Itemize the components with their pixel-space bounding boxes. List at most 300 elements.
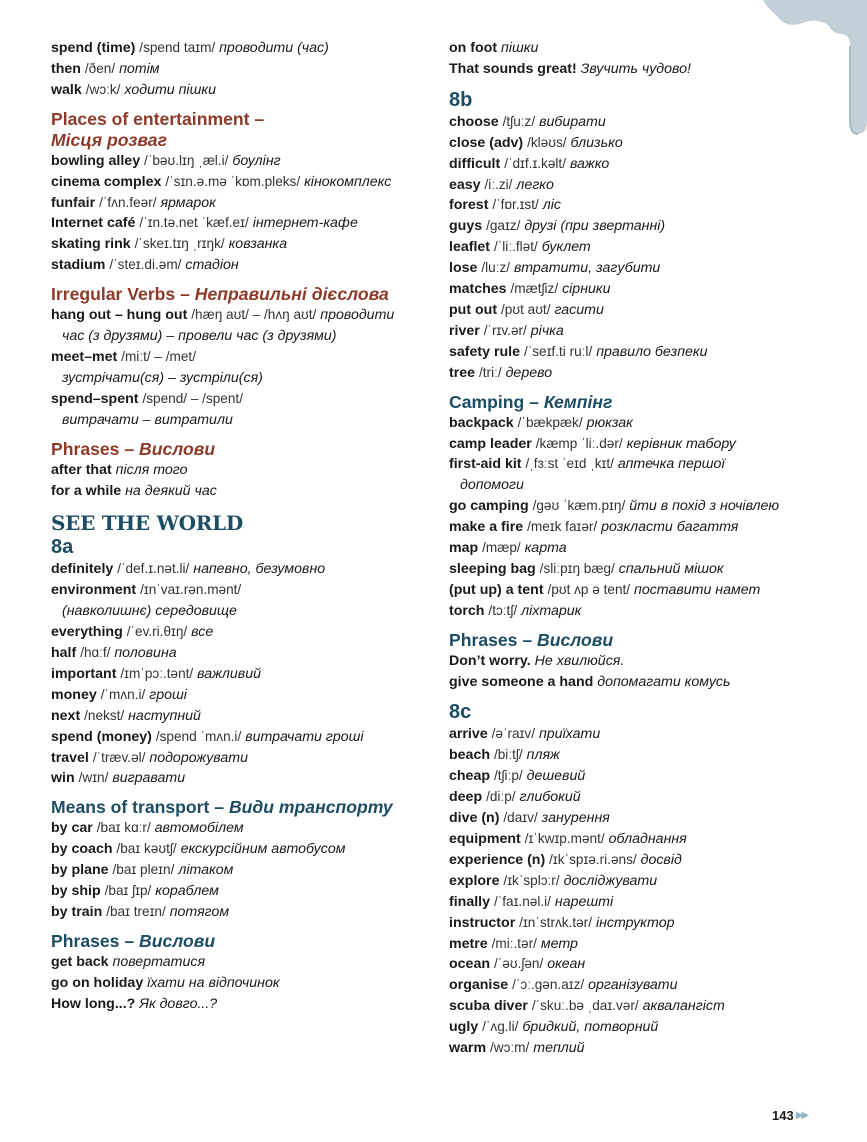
vocab-entry (449, 175, 849, 196)
vocab-phonetic: /meɪk faɪər/ (527, 519, 598, 535)
vocab-translation: поставити намет (634, 581, 761, 598)
vocab-translation-cont: час (з друзями) – провели час (з друзями) (62, 328, 337, 345)
vocab-translation: ходити пішки (124, 81, 216, 98)
vocab-entry (51, 706, 441, 727)
vocab-translation: інтернет-кафе (252, 215, 358, 232)
vocab-entry (449, 279, 849, 300)
vocab-phonetic: /ɡaɪz/ (486, 218, 521, 234)
vocab-phonetic: /ɪkˈsplɔːr/ (503, 872, 560, 888)
vocab-phonetic: /hæŋ aʊt/ – /hʌŋ aʊt/ (191, 307, 317, 323)
vocab-entry (51, 860, 441, 881)
vocab-word: give someone a hand (449, 673, 594, 690)
vocab-translation: сірники (562, 281, 611, 298)
vocab-entry (449, 216, 849, 237)
vocab-entry (449, 787, 849, 808)
vocab-phonetic: /ˈskeɪ.tɪŋ ˌrɪŋk/ (134, 236, 225, 252)
vocab-word: deep (449, 789, 483, 806)
vocab-phonetic: /ˈbækpæk/ (517, 414, 583, 430)
vocab-translation: керівник табору (626, 435, 736, 452)
vocab-word: leaflet (449, 239, 491, 256)
vocab-translation: дешевий (526, 768, 586, 785)
vocab-phonetic: /ˈskuː.bə ˌdaɪ.vər/ (531, 998, 639, 1014)
vocab-entry (51, 347, 441, 389)
vocab-phonetic: /nekst/ (84, 707, 125, 723)
heading-text-uk: Неправильні дієслова (194, 284, 389, 305)
heading-text: Camping – (449, 391, 539, 412)
section-title: SEE THE WORLD (51, 511, 243, 536)
vocab-phonetic: /diːp/ (486, 789, 516, 805)
vocab-entry (449, 913, 849, 934)
vocab-translation: спальний мішок (618, 560, 724, 577)
vocab-word: safety rule (449, 343, 520, 360)
transport-list (51, 818, 441, 923)
vocab-phonetic: /baɪ kɑːr/ (96, 820, 151, 836)
vocab-entry (51, 952, 441, 973)
vocab-phonetic: /tʃiːp/ (493, 768, 523, 784)
vocab-translation: річка (530, 322, 564, 339)
vocab-word: spend–spent (51, 390, 139, 407)
vocab-translation-cont: витрачати – витратили (62, 411, 233, 428)
vocab-translation: приїхати (538, 726, 601, 743)
vocab-word: river (449, 322, 480, 339)
vocab-word: ocean (449, 956, 491, 973)
vocab-entry (51, 748, 441, 769)
vocab-phonetic: /ˈsɪn.ə.mə ˈkɒm.pleks/ (165, 173, 301, 189)
vocab-phonetic: /ˈev.ri.θɪŋ/ (126, 624, 188, 640)
vocab-phonetic: /ˈfaɪ.nəl.i/ (493, 893, 551, 909)
vocab-word: guys (449, 218, 483, 235)
vocab-phonetic: /ˈfʌn.feər/ (99, 194, 157, 210)
page-number (772, 1108, 807, 1123)
heading-camping (449, 392, 849, 413)
vocab-word: matches (449, 281, 507, 298)
vocab-word: by ship (51, 883, 101, 900)
vocab-translation: подорожувати (149, 749, 248, 766)
heading-text: Phrases – (449, 629, 533, 650)
vocab-phonetic: /ˌfɜːst ˈeɪd ˌkɪt/ (525, 456, 614, 472)
vocab-phonetic: /ˈɔː.ɡən.aɪz/ (512, 977, 585, 993)
vocab-entry (449, 672, 849, 693)
vocab-translation: гроші (149, 686, 187, 703)
vocab-word: forest (449, 197, 489, 214)
vocab-phonetic: /ɪnˈvaɪ.rən.mənt/ (140, 582, 242, 598)
vocab-word: for a while (51, 482, 122, 499)
vocab-translation: допомагати комусь (597, 673, 731, 690)
vocab-word: put out (449, 301, 498, 318)
vocab-word: next (51, 707, 81, 724)
vocab-word: by car (51, 820, 93, 837)
vocab-entry (449, 434, 849, 455)
vocab-entry (449, 38, 849, 59)
vocab-entry (51, 818, 441, 839)
vocab-word: hang out – hung out (51, 307, 188, 324)
vocab-entry (449, 1038, 849, 1059)
vocab-translation: важко (569, 155, 610, 172)
vocab-phonetic: /triː/ (478, 364, 502, 380)
vocab-translation: потягом (169, 904, 230, 920)
vocab-entry (51, 768, 441, 789)
vocab-phonetic: /ɪmˈpɔː.tənt/ (120, 665, 194, 681)
vocab-word: Internet café (51, 215, 136, 232)
vocab-translation: напевно, безумовно (193, 561, 326, 578)
vocab-word: money (51, 686, 97, 703)
vocab-phonetic: /pʊt aʊt/ (501, 301, 551, 317)
vocab-word: torch (449, 602, 485, 619)
vocab-translation: буклет (541, 239, 591, 256)
vocab-entry (51, 172, 441, 193)
vocab-entry (449, 871, 849, 892)
vocab-word: by plane (51, 862, 109, 879)
vocab-translation: нарешті (554, 893, 614, 910)
vocab-phonetic: /ɪkˈspɪə.ri.əns/ (549, 851, 637, 867)
vocab-translation: після того (115, 461, 188, 478)
vocab-phonetic: /ˈliː.flət/ (493, 239, 538, 255)
vocab-translation: гасити (554, 301, 604, 318)
vocab-word: important (51, 665, 117, 682)
vocab-word: scuba diver (449, 998, 528, 1015)
forward-arrow-icon: ▶▶ (795, 1110, 808, 1121)
vocab-translation: друзі (при звертанні) (524, 218, 666, 235)
vocab-phonetic: /baɪ ʃɪp/ (104, 883, 152, 899)
vocab-entry (449, 954, 849, 975)
vocab-entry (51, 151, 441, 172)
vocab-phonetic: /ˈdɪf.ɪ.kəlt/ (504, 155, 566, 171)
vocab-entry (449, 413, 849, 434)
vocab-translation: метр (540, 935, 578, 952)
vocab-word: ugly (449, 1019, 479, 1036)
vocab-word: difficult (449, 155, 501, 172)
vocab-entry (449, 133, 849, 154)
unit-8c-heading: 8c (449, 701, 472, 724)
vocab-entry (51, 59, 441, 80)
right-column (449, 38, 849, 1059)
vocab-translation: організувати (588, 977, 678, 994)
vocab-translation: дерево (505, 364, 553, 381)
vocab-word: skating rink (51, 236, 131, 253)
vocab-phonetic: /spend taɪm/ (139, 40, 216, 55)
vocab-word: go on holiday (51, 974, 144, 991)
vocab-translation: важливий (197, 665, 261, 682)
vocab-translation: правило безпеки (596, 343, 708, 360)
vocab-word: spend (time) (51, 40, 136, 56)
vocab-translation: ліхтарик (521, 602, 582, 619)
vocab-entry (449, 808, 849, 829)
vocab-word: bowling alley (51, 152, 141, 169)
vocab-translation: пішки (501, 40, 539, 56)
vocab-phonetic: /luːz/ (481, 260, 511, 276)
vocab-word: map (449, 540, 479, 557)
vocab-translation: кінокомплекс (304, 173, 392, 190)
vocab-entry (51, 481, 441, 502)
vocab-word: finally (449, 893, 490, 910)
vocab-word: after that (51, 461, 112, 478)
vocab-translation: карта (524, 540, 567, 557)
vocab-entry (51, 559, 441, 580)
vocab-translation: досліджувати (563, 872, 658, 889)
vocab-phonetic: /ˈrɪv.ər/ (483, 322, 527, 338)
heading-text-uk: Кемпінг (543, 391, 613, 412)
intro-list (51, 38, 441, 101)
vocab-word: then (51, 60, 81, 77)
vocab-phonetic: /ˈbəʊ.lɪŋ ˌæl.i/ (144, 152, 229, 168)
vocab-phonetic: /iː.zi/ (484, 176, 513, 192)
vocab-entry (51, 234, 441, 255)
vocab-word: How long...? (51, 995, 136, 1012)
places-list (51, 151, 441, 276)
vocab-word: backpack (449, 414, 514, 431)
vocab-entry (449, 237, 849, 258)
vocab-entry (51, 80, 441, 101)
vocab-entry (449, 59, 849, 80)
vocab-translation: Не хвилюйся. (534, 652, 625, 669)
vocab-translation: близько (570, 134, 623, 151)
vocab-entry (449, 850, 849, 871)
vocab-entry (449, 580, 849, 601)
unit-8b-heading: 8b (449, 88, 473, 111)
vocab-entry (449, 300, 849, 321)
vocab-phonetic: /biːtʃ/ (493, 747, 523, 763)
vocab-entry (449, 996, 849, 1017)
vocab-entry (51, 664, 441, 685)
vocab-entry (51, 881, 441, 902)
phrases-list-1 (51, 460, 441, 502)
vocab-translation: легко (516, 176, 554, 193)
vocab-translation: повертатися (112, 953, 206, 970)
vocab-word: (put up) a tent (449, 581, 544, 598)
vocab-phonetic: /spend ˈmʌn.i/ (155, 728, 242, 744)
vocab-entry (449, 195, 849, 216)
vocab-word: organise (449, 977, 509, 994)
vocab-word: win (51, 770, 75, 787)
vocab-entry (449, 112, 849, 133)
vocab-entry (449, 651, 849, 672)
vocab-word: funfair (51, 194, 96, 211)
vocab-translation: глибокий (519, 789, 581, 806)
vocab-translation: розкласти багаття (601, 519, 739, 536)
vocab-translation: аптечка першої (617, 456, 725, 473)
phrases-list-3 (449, 651, 849, 693)
vocab-translation: проводити (час) (219, 40, 329, 56)
vocab-entry (449, 496, 849, 517)
vocab-word: by coach (51, 841, 113, 858)
vocab-word: Don’t worry. (449, 652, 531, 669)
vocab-entry (449, 934, 849, 955)
vocab-entry (449, 559, 849, 580)
camping-list (449, 413, 849, 622)
vocab-entry (449, 766, 849, 787)
vocab-entry (449, 1017, 849, 1038)
heading-text: Phrases – (51, 930, 135, 951)
vocab-translation: половина (114, 645, 177, 662)
vocab-phonetic: /ˈʌɡ.li/ (482, 1019, 519, 1035)
vocab-phonetic: /spend/ – /spent/ (142, 390, 243, 406)
vocab-phonetic: /ˈmʌn.i/ (100, 686, 146, 702)
vocab-translation: на деякий час (125, 482, 217, 499)
vocab-translation: аквалангіст (642, 998, 725, 1015)
vocab-entry (51, 622, 441, 643)
vocab-entry (51, 727, 441, 748)
vocab-word: walk (51, 81, 82, 98)
vocab-word: choose (449, 113, 499, 130)
vocab-entry (51, 902, 441, 923)
vocab-phonetic: /ɪnˈstrʌk.tər/ (519, 914, 592, 930)
vocab-phonetic: /əˈraɪv/ (491, 726, 535, 742)
vocab-phonetic: /ɡəʊ ˈkæm.pɪŋ/ (532, 498, 626, 514)
vocab-phonetic: /baɪ pleɪn/ (112, 862, 175, 878)
left-column (51, 38, 441, 1015)
page-number-text: 143 (772, 1108, 794, 1123)
vocab-entry (449, 601, 849, 622)
vocab-word: warm (449, 1040, 487, 1057)
vocab-entry (51, 255, 441, 276)
vocab-translation-cont: зустрічати(ся) – зустріли(ся) (62, 369, 263, 386)
vocab-word: dive (n) (449, 810, 500, 827)
vocab-phonetic: /ðen/ (84, 60, 116, 76)
vocab-entry (51, 305, 441, 347)
vocab-word: That sounds great! (449, 60, 577, 77)
vocab-translation: пляж (526, 747, 560, 764)
vocab-translation: екскурсійним автобусом (180, 841, 346, 858)
vocab-translation: занурення (541, 810, 610, 827)
vocab-word: everything (51, 624, 123, 641)
vocab-phonetic: /kæmp ˈliː.dər/ (535, 435, 623, 451)
vocab-word: equipment (449, 831, 521, 847)
vocab-phonetic: /baɪ treɪn/ (106, 904, 166, 919)
vocab-word: instructor (449, 914, 516, 931)
heading-transport (51, 797, 441, 818)
intro-list-right (449, 38, 849, 80)
vocab-word: definitely (51, 561, 114, 578)
vocab-phonetic: /ˈdef.ɪ.nət.li/ (117, 561, 190, 577)
vocab-word: sleeping bag (449, 560, 536, 577)
heading-text-uk: Види транспорту (228, 797, 393, 818)
vocab-phonetic: /tɔːtʃ/ (488, 602, 518, 618)
vocab-phonetic: /mæp/ (482, 540, 521, 556)
vocab-phonetic: /wɔːk/ (85, 81, 121, 97)
vocab-translation: проводити (320, 307, 395, 324)
vocab-phonetic: /wɪn/ (78, 770, 109, 786)
vocab-translation: бридкий, потворний (522, 1019, 659, 1036)
vocab-word: on foot (449, 40, 498, 56)
vocab-entry (449, 321, 849, 342)
vocab-word: meet–met (51, 348, 118, 365)
vocab-phonetic: /wɔːm/ (490, 1040, 530, 1056)
vocab-translation: інструктор (595, 914, 675, 931)
heading-text: Means of transport – (51, 797, 225, 818)
vocab-translation: стадіон (185, 257, 239, 274)
vocab-phonetic: /mætʃiz/ (510, 281, 559, 297)
vocab-entry (51, 580, 441, 622)
vocab-translation: ковзанка (228, 236, 288, 253)
vocab-phonetic: /ˈfɒr.ɪst/ (492, 197, 539, 213)
vocab-translation-cont: допомоги (460, 477, 524, 494)
vocab-entry (51, 213, 441, 234)
vocab-entry (449, 892, 849, 913)
vocab-phonetic: /kləʊs/ (527, 134, 567, 150)
vocab-phonetic: /ˈseɪf.ti ruːl/ (523, 343, 593, 359)
vocab-word: easy (449, 176, 481, 193)
vocab-translation: вигравати (112, 770, 186, 787)
vocab-translation: наступний (128, 707, 201, 724)
vocab-translation: теплий (533, 1040, 585, 1057)
vocab-phonetic: /sliːpɪŋ bæɡ/ (539, 560, 615, 576)
vocab-entry (449, 975, 849, 996)
vocab-entry (51, 193, 441, 214)
words-8b-list (449, 112, 849, 384)
words-8c-list (449, 724, 849, 1059)
vocab-translation: ліс (542, 197, 561, 214)
heading-text-uk: Вислови (537, 629, 614, 650)
vocab-word: tree (449, 364, 476, 381)
vocab-translation: досвід (640, 851, 682, 868)
vocab-entry (51, 685, 441, 706)
vocab-entry (51, 460, 441, 481)
heading-text: Places of entertainment – (51, 108, 265, 129)
vocab-translation: Звучить чудово! (580, 60, 691, 77)
vocab-word: travel (51, 749, 89, 766)
vocab-word: by train (51, 904, 103, 920)
vocab-entry (51, 839, 441, 860)
vocab-phonetic: /ɪˈkwɪp.mənt/ (524, 831, 605, 846)
vocab-entry (449, 724, 849, 745)
vocab-phonetic: /pʊt ʌp ə tent/ (547, 581, 631, 597)
heading-phrases-2 (51, 931, 441, 952)
vocab-translation: вибирати (539, 113, 606, 130)
heading-phrases-3 (449, 630, 849, 651)
vocab-entry (449, 517, 849, 538)
heading-irregular-verbs (51, 284, 441, 305)
vocab-word: stadium (51, 257, 106, 274)
vocab-phonetic: /miːt/ – /met/ (121, 348, 196, 364)
vocab-translation: все (191, 624, 214, 641)
vocab-translation: втратити, загубити (514, 260, 661, 277)
vocab-word: explore (449, 872, 500, 889)
vocab-phonetic: /daɪv/ (503, 810, 538, 826)
vocab-word: experience (n) (449, 851, 546, 868)
vocab-entry (51, 973, 441, 994)
vocab-translation: йти в похід з ночівлею (629, 498, 780, 515)
heading-text-uk: Вислови (139, 930, 216, 951)
vocab-translation: ярмарок (160, 194, 216, 211)
unit-8a-heading: 8a (51, 536, 74, 559)
vocab-word: cinema complex (51, 173, 162, 190)
heading-phrases-1 (51, 439, 441, 460)
vocab-word: go camping (449, 498, 529, 515)
vocab-entry (449, 258, 849, 279)
vocab-entry (51, 994, 441, 1015)
vocab-translation-cont: (навколишнє) середовище (62, 603, 237, 620)
vocab-word: camp leader (449, 435, 532, 452)
vocab-phonetic: /miː.tər/ (491, 935, 537, 951)
vocab-phonetic: /ˈtræv.əl/ (92, 749, 146, 765)
vocab-translation: океан (547, 956, 586, 973)
vocab-word: cheap (449, 768, 491, 785)
vocab-translation: автомобілем (154, 820, 244, 837)
vocab-word: arrive (449, 726, 488, 743)
heading-places (51, 109, 441, 151)
vocab-translation: літаком (178, 862, 234, 879)
vocab-word: beach (449, 747, 491, 764)
vocab-phonetic: /ˈəʊ.ʃən/ (493, 956, 544, 972)
vocab-translation: Як довго...? (139, 995, 218, 1012)
vocab-word: make a fire (449, 519, 524, 536)
vocab-translation: рюкзак (586, 414, 633, 431)
vocab-entry (51, 643, 441, 664)
vocab-word: get back (51, 953, 109, 970)
vocab-word: metre (449, 935, 488, 952)
vocab-translation: обладнання (608, 831, 687, 847)
vocab-translation: боулінг (232, 152, 281, 169)
